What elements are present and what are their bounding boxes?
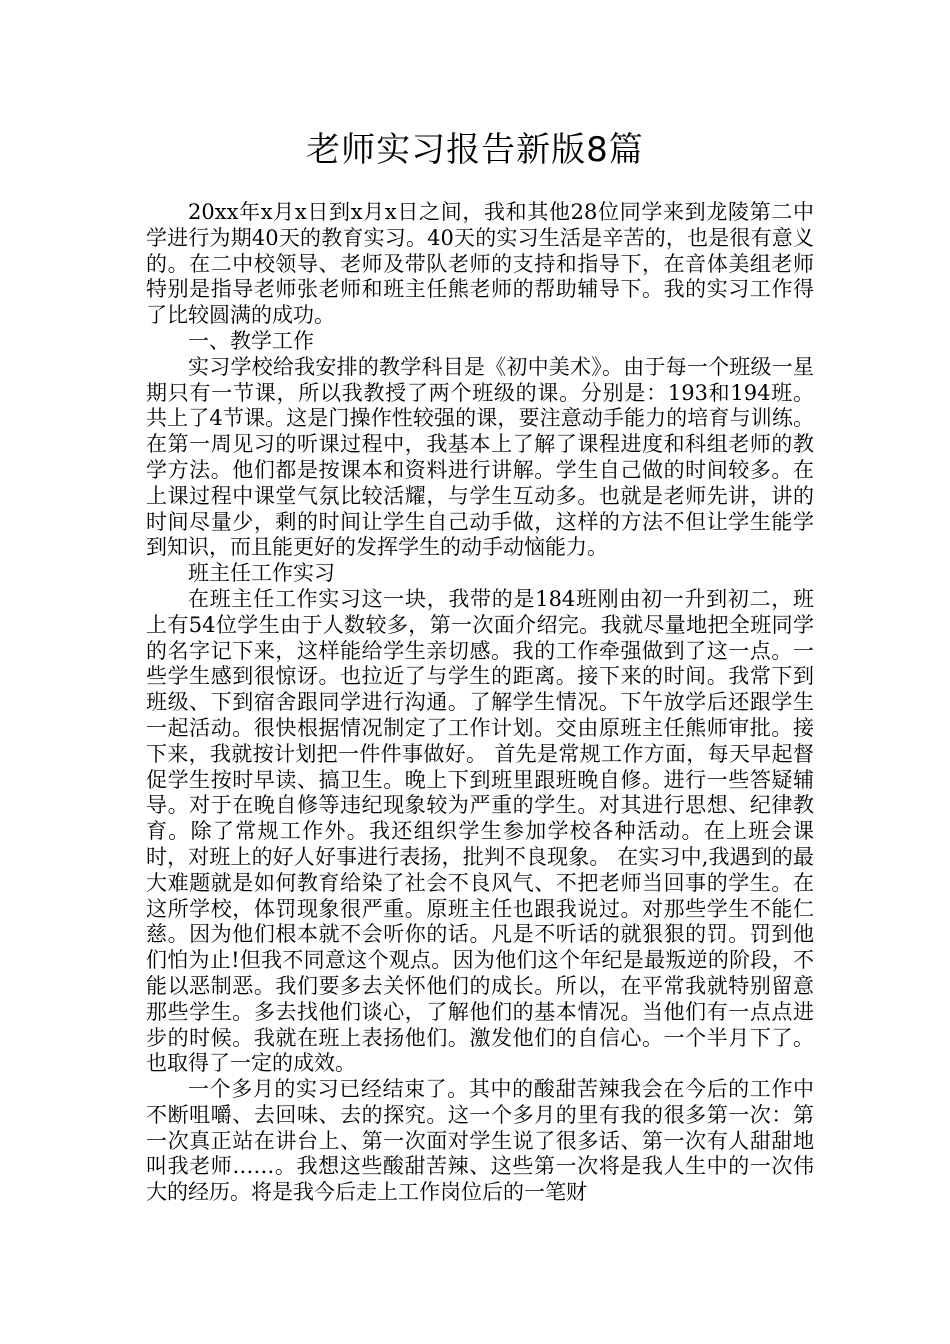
section-heading-class-teacher: 班主任工作实习 [188,561,335,586]
paragraph-class-teacher: 在班主任工作实习这一块，我带的是184班刚由初一升到初二，班上有54位学生由于人数较多，第一次面介绍完。我就尽量地把全班同学的名字记下来，这样能给学生亲切感。我的工作牵强做到了这一点。一些学生感到很惊讶。也拉近了与学生的距离。接下来的时间。我常下到班级、下到宿舍跟同学进行沟通。了解学生情况。下午放学后还跟学生一起活动。很快根据情况制定了工作计划。交由原班主任熊师审批。接下来，我就按计划把一件件事做好。 首先是常规工作方面，每天早起督促学生按时早读、搞卫生。晚上下到班里跟班晚自修。进行一些答疑辅导。对于在晚自修等违纪现象较为严重的学生。对其进行思想、纪律教育。除了常规工作外。我还组织学生参加学校各种活动。在上班会课时，对班上的好人好事进行表扬，批判不良现象。 在实习中,我遇到的最大难题就是如何教育给染了社会不良风气、不把老师当回事的学生。在这所学校，体罚现象很严重。原班主任也跟我说过。对那些学生不能仁慈。因为他们根本就不会听你的话。凡是不听话的就狠狠的罚。罚到他们怕为止!但我不同意这个观点。因为他们这个年纪是最叛逆的阶段，不能以恶制恶。我们要多去关怀他们的成长。所以，在平常我就特别留意那些学生。多去找他们谈心，了解他们的基本情况。当他们有一点点进步的时候。我就在班上表扬他们。激发他们的自信心。一个半月下了。也取得了一定的成效。 [146,586,814,1076]
document-title: 老师实习报告新版8篇 [306,130,644,170]
document-body [146,200,814,1206]
section-heading-teaching: 一、教学工作 [188,328,314,353]
paragraph-teaching: 实习学校给我安排的教学科目是《初中美术》。由于每一个班级一星期只有一节课，所以我教授了两个班级的课。分别是：193和194班。共上了4节课。这是门操作性较强的课，要注意动手能力的培育与训练。在第一周见习的听课过程中，我基本上了解了课程进度和科组老师的教学方法。他们都是按课本和资料进行讲解。学生自己做的时间较多。在上课过程中课堂气氛比较活耀，与学生互动多。也就是老师先讲，讲的时间尽量少，剩的时间让学生自己动手做，这样的方法不但让学生能学到知识，而且能更好的发挥学生的动手动恼能力。 [146,354,814,560]
paragraph-intro: 20xx年x月x日到x月x日之间，我和其他28位同学来到龙陵第二中学进行为期40天的教育实习。40天的实习生活是辛苦的，也是很有意义的。在二中校领导、老师及带队老师的支持和指导下，在音体美组老师特别是指导老师张老师和班主任熊老师的帮助辅导下。我的实习工作得了比较圆满的成功。 [146,200,814,328]
paragraph-conclusion: 一个多月的实习已经结束了。其中的酸甜苦辣我会在今后的工作中不断咀嚼、去回味、去的探究。这一个多月的里有我的很多第一次：第一次真正站在讲台上、第一次面对学生说了很多话、第一次有人甜甜地叫我老师……。我想这些酸甜苦辣、这些第一次将是我人生中的一次伟大的经历。将是我今后走上工作岗位后的一笔财 [146,1077,814,1205]
